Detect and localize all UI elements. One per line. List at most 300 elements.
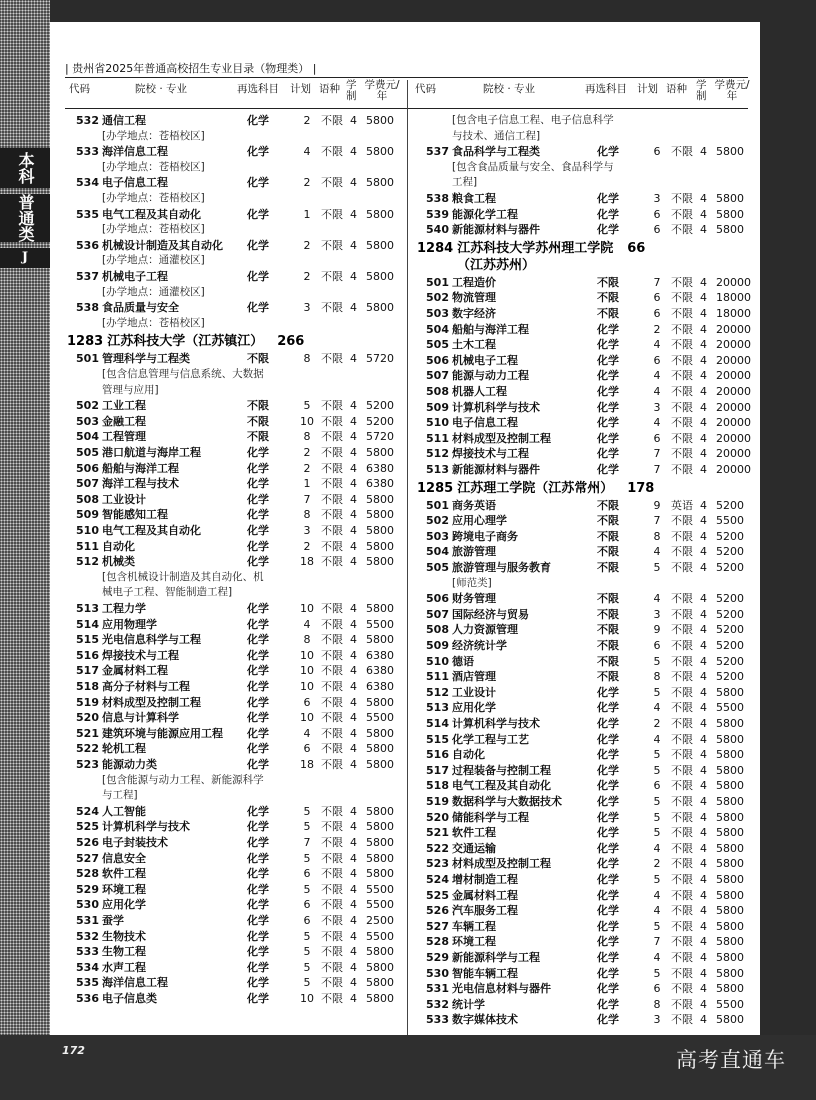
major-plan: 8 — [303, 430, 311, 444]
major-fee: 5800 — [366, 270, 394, 283]
major-code: 540 — [426, 223, 449, 237]
side-tab-undergraduate: 本科 — [0, 148, 50, 188]
major-name: 海洋信息工程 — [102, 145, 168, 159]
major-years: 4 — [700, 997, 707, 1011]
major-fee: 5800 — [366, 238, 394, 252]
major-language: 不限 — [671, 322, 693, 336]
major-code: 538 — [76, 301, 99, 315]
major-subject: 不限 — [597, 529, 619, 543]
major-code: 537 — [76, 270, 99, 283]
major-subject: 化学 — [247, 238, 269, 252]
major-code: 520 — [426, 810, 449, 824]
major-name: 经济统计学 — [452, 639, 507, 652]
major-plan: 2 — [653, 717, 661, 730]
major-note: 械电子工程、智能制造工程] — [102, 586, 233, 599]
major-plan: 8 — [303, 633, 311, 647]
page-sheet — [50, 22, 760, 1035]
major-code: 518 — [426, 779, 449, 793]
major-fee: 5800 — [716, 966, 744, 980]
major-plan: 10 — [300, 414, 314, 428]
major-years: 4 — [700, 779, 707, 793]
major-code: 538 — [426, 192, 449, 205]
major-language: 不限 — [671, 400, 693, 414]
major-plan: 4 — [303, 617, 311, 631]
major-plan: 5 — [653, 810, 661, 824]
major-years: 4 — [350, 176, 357, 190]
major-years: 4 — [700, 966, 707, 980]
major-fee: 5800 — [366, 976, 394, 990]
major-years: 4 — [350, 820, 357, 834]
major-fee: 5800 — [716, 982, 744, 996]
major-code: 527 — [426, 919, 449, 933]
major-years: 4 — [700, 670, 707, 684]
major-years: 4 — [700, 841, 707, 855]
major-fee: 5800 — [366, 992, 394, 1005]
major-name: 旅游管理与服务教育 — [452, 561, 551, 574]
major-code: 508 — [426, 385, 449, 398]
major-subject: 化学 — [247, 945, 269, 959]
major-note: 管理与应用] — [102, 383, 159, 396]
major-name: 机械电子工程 — [452, 353, 518, 367]
major-name: 车辆工程 — [452, 919, 496, 933]
side-tab-letter: J — [0, 248, 50, 268]
major-plan: 10 — [300, 648, 314, 662]
major-years: 4 — [700, 748, 707, 762]
school-code: 1284 — [417, 240, 454, 256]
major-plan: 7 — [653, 275, 661, 289]
major-plan: 10 — [300, 992, 314, 1005]
major-code: 510 — [426, 416, 449, 430]
major-fee: 20000 — [716, 353, 751, 367]
major-language: 不限 — [671, 338, 693, 352]
major-subject: 化学 — [597, 447, 619, 461]
major-subject: 化学 — [597, 997, 619, 1011]
major-fee: 5800 — [716, 904, 744, 918]
major-years: 4 — [350, 617, 357, 631]
major-language: 不限 — [671, 207, 693, 221]
major-fee: 5800 — [716, 873, 744, 886]
major-note: 工程] — [452, 176, 478, 189]
major-name: 机械电子工程 — [102, 270, 168, 283]
major-language: 不限 — [321, 992, 343, 1005]
major-fee: 5800 — [366, 851, 394, 865]
school-plan-total: 66 — [627, 240, 646, 256]
major-plan: 6 — [653, 307, 661, 320]
major-fee: 5800 — [366, 945, 394, 959]
major-language: 不限 — [321, 414, 343, 428]
major-code: 529 — [426, 951, 449, 964]
major-fee: 20000 — [716, 431, 751, 445]
major-subject: 化学 — [247, 758, 269, 771]
major-subject: 化学 — [597, 873, 619, 886]
major-name: 机械设计制造及其自动化 — [102, 238, 223, 252]
major-subject: 化学 — [247, 820, 269, 834]
major-code: 537 — [426, 145, 449, 159]
major-plan: 7 — [303, 836, 311, 849]
major-language: 不限 — [321, 555, 343, 569]
major-name: 环境工程 — [452, 935, 496, 949]
major-fee: 5800 — [366, 633, 394, 647]
major-fee: 5200 — [716, 654, 744, 668]
major-years: 4 — [700, 431, 707, 445]
major-language: 不限 — [671, 701, 693, 715]
major-years: 4 — [700, 369, 707, 383]
major-years: 4 — [350, 555, 357, 569]
major-years: 4 — [350, 664, 357, 678]
major-subject: 化学 — [247, 176, 269, 190]
major-name: 生物技术 — [102, 929, 146, 943]
major-language: 不限 — [321, 914, 343, 927]
column-divider — [407, 80, 408, 1035]
major-code: 532 — [76, 114, 99, 127]
major-fee: 5800 — [716, 763, 744, 777]
major-language: 不限 — [671, 275, 693, 289]
school-code: 1285 — [417, 480, 454, 496]
major-plan: 3 — [653, 607, 661, 621]
major-years: 4 — [350, 238, 357, 252]
major-years: 4 — [350, 602, 357, 615]
major-name: 材料成型及控制工程 — [452, 431, 551, 445]
major-language: 不限 — [671, 732, 693, 746]
major-subject: 不限 — [597, 592, 619, 606]
major-name: 数字媒体技术 — [452, 1013, 518, 1027]
major-note: [办学地点：苍梧校区] — [102, 129, 205, 142]
major-years: 4 — [350, 301, 357, 315]
major-code: 530 — [426, 966, 449, 980]
major-years: 4 — [700, 223, 707, 237]
major-years: 4 — [350, 492, 357, 506]
major-years: 4 — [700, 447, 707, 461]
major-plan: 3 — [653, 192, 661, 205]
major-fee: 5800 — [366, 555, 394, 569]
major-years: 4 — [700, 416, 707, 430]
major-language: 不限 — [321, 524, 343, 537]
major-plan: 6 — [653, 779, 661, 793]
major-plan: 5 — [653, 919, 661, 933]
major-name: 新能源材料与器件 — [452, 463, 540, 476]
major-note: [包含食品质量与安全、食品科学与 — [452, 160, 614, 173]
major-plan: 5 — [303, 945, 311, 959]
major-name: 酒店管理 — [452, 670, 496, 684]
major-plan: 4 — [653, 416, 661, 430]
major-years: 4 — [700, 338, 707, 352]
major-subject: 化学 — [597, 841, 619, 855]
major-subject: 化学 — [597, 919, 619, 933]
major-code: 534 — [76, 960, 99, 974]
major-plan: 5 — [653, 826, 661, 840]
major-subject: 化学 — [597, 385, 619, 398]
major-plan: 2 — [303, 446, 311, 459]
major-language: 英语 — [671, 498, 693, 512]
major-note: [办学地点：苍梧校区] — [102, 160, 205, 173]
major-years: 4 — [350, 945, 357, 959]
major-plan: 2 — [303, 270, 311, 283]
major-language: 不限 — [671, 997, 693, 1011]
major-plan: 6 — [303, 898, 311, 912]
major-years: 4 — [700, 514, 707, 528]
major-note: [包含机械设计制造及其自动化、机 — [102, 570, 264, 583]
major-fee: 5500 — [366, 711, 394, 725]
major-code: 523 — [426, 857, 449, 871]
major-name: 通信工程 — [102, 114, 146, 127]
major-plan: 8 — [303, 352, 311, 366]
major-subject: 不限 — [247, 414, 269, 428]
major-subject: 化学 — [247, 664, 269, 678]
major-language: 不限 — [671, 369, 693, 383]
major-name: 金融工程 — [102, 414, 146, 428]
major-language: 不限 — [321, 539, 343, 553]
major-years: 4 — [350, 430, 357, 444]
major-name: 计算机科学与技术 — [102, 820, 190, 834]
col-lang: 语种 — [666, 83, 687, 95]
major-fee: 5800 — [716, 857, 744, 871]
major-language: 不限 — [671, 919, 693, 933]
major-fee: 5800 — [366, 508, 394, 522]
major-years: 4 — [700, 685, 707, 699]
major-code: 513 — [426, 463, 449, 476]
major-language: 不限 — [671, 670, 693, 684]
major-code: 511 — [76, 539, 99, 553]
major-code: 505 — [426, 561, 449, 574]
col-code: 代码 — [415, 83, 436, 95]
major-subject: 化学 — [597, 353, 619, 367]
major-language: 不限 — [671, 307, 693, 320]
major-language: 不限 — [671, 514, 693, 528]
major-years: 4 — [350, 898, 357, 912]
major-language: 不限 — [321, 680, 343, 693]
major-code: 528 — [76, 867, 99, 881]
major-plan: 6 — [303, 867, 311, 881]
major-fee: 6380 — [366, 648, 394, 662]
major-subject: 化学 — [597, 338, 619, 352]
major-name: 水声工程 — [102, 960, 146, 974]
col-plan: 计划 — [290, 83, 311, 95]
major-plan: 5 — [653, 795, 661, 808]
major-language: 不限 — [321, 726, 343, 740]
major-subject: 化学 — [597, 717, 619, 730]
major-name: 环境工程 — [102, 882, 146, 896]
major-code: 512 — [76, 555, 99, 569]
major-name: 土木工程 — [452, 338, 496, 352]
major-fee: 5800 — [366, 539, 394, 553]
major-name: 应用化学 — [452, 701, 496, 715]
major-language: 不限 — [671, 561, 693, 574]
major-code: 502 — [76, 399, 99, 413]
major-name: 船舶与海洋工程 — [452, 322, 529, 336]
major-fee: 5800 — [366, 492, 394, 506]
major-fee: 5500 — [366, 617, 394, 631]
major-name: 智能车辆工程 — [452, 966, 518, 980]
major-name: 电气工程及其自动化 — [102, 207, 201, 221]
major-plan: 5 — [303, 399, 311, 413]
major-years: 4 — [700, 654, 707, 668]
major-language: 不限 — [671, 529, 693, 543]
major-fee: 2500 — [366, 914, 394, 927]
major-language: 不限 — [321, 945, 343, 959]
major-language: 不限 — [671, 966, 693, 980]
major-fee: 5200 — [716, 529, 744, 543]
major-code: 507 — [426, 369, 449, 383]
major-plan: 5 — [303, 882, 311, 896]
major-fee: 20000 — [716, 338, 751, 352]
major-language: 不限 — [321, 617, 343, 631]
major-subject: 化学 — [597, 207, 619, 221]
major-subject: 化学 — [597, 951, 619, 964]
major-fee: 6380 — [366, 680, 394, 693]
major-plan: 10 — [300, 602, 314, 615]
major-years: 4 — [350, 726, 357, 740]
major-years: 4 — [700, 400, 707, 414]
major-code: 509 — [426, 400, 449, 414]
major-language: 不限 — [321, 960, 343, 974]
major-code: 511 — [426, 431, 449, 445]
major-plan: 4 — [653, 385, 661, 398]
major-language: 不限 — [671, 607, 693, 621]
major-fee: 5800 — [716, 919, 744, 933]
major-name: 工程力学 — [102, 602, 146, 615]
major-fee: 5800 — [366, 804, 394, 818]
major-name: 过程装备与控制工程 — [452, 763, 551, 777]
major-fee: 5800 — [716, 951, 744, 964]
major-name: 机器人工程 — [452, 385, 507, 398]
major-years: 4 — [700, 307, 707, 320]
watermark-text: 高考直通车 — [676, 1048, 786, 1072]
major-subject: 化学 — [597, 763, 619, 777]
major-language: 不限 — [671, 779, 693, 793]
major-name: 港口航道与海岸工程 — [102, 446, 201, 459]
major-name: 德语 — [452, 654, 474, 668]
major-code: 509 — [76, 508, 99, 522]
major-fee: 18000 — [716, 291, 751, 305]
major-subject: 化学 — [597, 400, 619, 414]
major-name: 粮食工程 — [452, 192, 496, 205]
major-years: 4 — [350, 914, 357, 927]
major-code: 503 — [76, 414, 99, 428]
major-fee: 5200 — [366, 414, 394, 428]
major-fee: 5800 — [366, 820, 394, 834]
major-subject: 化学 — [247, 555, 269, 569]
major-note: 与技术、通信工程] — [452, 129, 541, 142]
major-fee: 5800 — [366, 867, 394, 881]
major-plan: 4 — [653, 338, 661, 352]
major-subject: 不限 — [247, 399, 269, 413]
major-subject: 化学 — [247, 524, 269, 537]
major-subject: 化学 — [597, 192, 619, 205]
major-subject: 化学 — [247, 898, 269, 912]
major-code: 511 — [426, 670, 449, 684]
major-name: 海洋信息工程 — [102, 976, 168, 990]
major-name: 食品科学与工程类 — [452, 145, 540, 159]
major-subject: 化学 — [247, 461, 269, 475]
major-fee: 5800 — [366, 758, 394, 771]
major-fee: 5200 — [366, 399, 394, 413]
major-language: 不限 — [321, 399, 343, 413]
major-subject: 化学 — [247, 270, 269, 283]
major-years: 4 — [700, 353, 707, 367]
major-note: 与工程] — [102, 789, 138, 802]
major-years: 4 — [700, 826, 707, 840]
major-plan: 7 — [653, 447, 661, 461]
major-subject: 化学 — [597, 966, 619, 980]
major-years: 4 — [350, 851, 357, 865]
major-code: 512 — [426, 685, 449, 699]
major-plan: 7 — [653, 463, 661, 476]
major-fee: 5800 — [716, 685, 744, 699]
major-subject: 化学 — [597, 1013, 619, 1027]
major-language: 不限 — [321, 836, 343, 849]
major-name: 工程造价 — [452, 275, 496, 289]
major-subject: 化学 — [597, 779, 619, 793]
major-years: 4 — [700, 192, 707, 205]
major-code: 506 — [76, 461, 99, 475]
major-code: 506 — [426, 592, 449, 606]
major-subject: 化学 — [247, 114, 269, 127]
major-name: 船舶与海洋工程 — [102, 461, 179, 475]
major-plan: 8 — [653, 670, 661, 684]
major-code: 508 — [426, 623, 449, 637]
major-code: 519 — [76, 695, 99, 709]
major-years: 4 — [350, 680, 357, 693]
major-language: 不限 — [671, 982, 693, 996]
major-fee: 5500 — [366, 929, 394, 943]
major-language: 不限 — [671, 192, 693, 205]
major-code: 518 — [76, 680, 99, 693]
major-years: 4 — [700, 207, 707, 221]
major-language: 不限 — [671, 639, 693, 652]
major-fee: 5200 — [716, 592, 744, 606]
major-name: 信息安全 — [102, 851, 146, 865]
major-language: 不限 — [671, 685, 693, 699]
col-code: 代码 — [69, 83, 90, 95]
major-fee: 5800 — [716, 810, 744, 824]
major-language: 不限 — [671, 463, 693, 476]
major-years: 4 — [350, 742, 357, 756]
major-note: [办学地点：通灌校区] — [102, 285, 205, 298]
major-language: 不限 — [671, 935, 693, 949]
major-code: 515 — [76, 633, 99, 647]
major-subject: 化学 — [597, 888, 619, 902]
col-fee: 学费元/年 — [364, 79, 400, 102]
major-subject: 化学 — [597, 369, 619, 383]
major-years: 4 — [350, 633, 357, 647]
major-plan: 4 — [653, 545, 661, 559]
school-header — [67, 333, 304, 350]
major-fee: 20000 — [716, 275, 751, 289]
major-plan: 5 — [653, 748, 661, 762]
major-plan: 5 — [653, 654, 661, 668]
major-name: 自动化 — [452, 748, 485, 762]
major-language: 不限 — [321, 898, 343, 912]
major-years: 4 — [700, 639, 707, 652]
major-plan: 3 — [303, 301, 311, 315]
major-name: 机械类 — [102, 555, 135, 569]
major-plan: 2 — [303, 539, 311, 553]
major-code: 502 — [426, 514, 449, 528]
major-name: 信息与计算科学 — [102, 711, 179, 725]
major-plan: 6 — [653, 207, 661, 221]
major-fee: 20000 — [716, 447, 751, 461]
major-language: 不限 — [321, 602, 343, 615]
major-plan: 3 — [653, 1013, 661, 1027]
major-years: 4 — [700, 463, 707, 476]
major-fee: 5800 — [366, 742, 394, 756]
major-name: 焊接技术与工程 — [102, 648, 179, 662]
major-years: 4 — [700, 275, 707, 289]
major-fee: 20000 — [716, 416, 751, 430]
major-plan: 1 — [303, 207, 311, 221]
major-code: 503 — [426, 307, 449, 320]
major-subject: 化学 — [247, 633, 269, 647]
